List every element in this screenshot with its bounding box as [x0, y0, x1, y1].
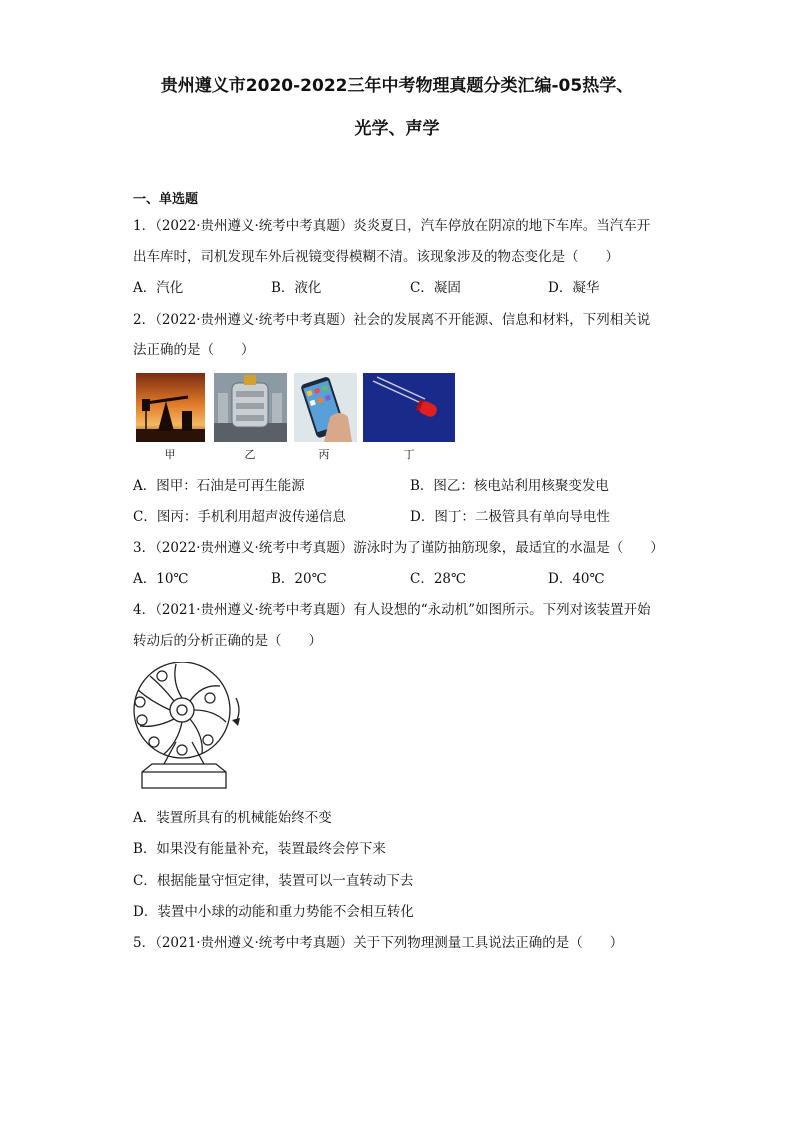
q4-line2: 转动后的分析正确的是（ ） [133, 633, 322, 649]
q1-option-c: C．凝固 [410, 280, 461, 296]
q3-option-d: D．40℃ [548, 571, 605, 587]
q1-line2: 出车库时，司机发现车外后视镜变得模糊不清。该现象涉及的物态变化是（ ） [133, 249, 619, 265]
q2-option-b: B．图乙：核电站利用核聚变发电 [410, 478, 609, 494]
q2-line1: 2．（2022·贵州遵义·统考中考真题）社会的发展离不开能源、信息和材料，下列相关说 [133, 312, 651, 328]
led-diode-image [363, 373, 455, 442]
q3-option-c: C．28℃ [410, 571, 467, 587]
nuclear-reactor-image [214, 373, 287, 442]
q1-option-b: B．液化 [271, 280, 322, 296]
q2-option-c: C．图丙：手机利用超声波传递信息 [133, 509, 346, 525]
caption-ding: 丁 [403, 448, 415, 461]
caption-bing: 丙 [318, 448, 330, 461]
q4-option-d: D．装置中小球的动能和重力势能不会相互转化 [133, 904, 414, 920]
caption-yi: 乙 [244, 448, 256, 461]
section-heading: 一、单选题 [133, 192, 199, 207]
perpetual-motion-diagram [128, 662, 248, 790]
document-title-line2: 光学、声学 [354, 119, 440, 139]
q1-option-a: A．汽化 [133, 280, 184, 296]
q4-line1: 4．（2021·贵州遵义·统考中考真题）有人设想的“永动机”如图所示。下列对该装置开始 [133, 602, 651, 618]
q4-option-a: A．装置所具有的机械能始终不变 [133, 810, 332, 826]
document-title-line1: 贵州遵义市2020-2022三年中考物理真题分类汇编-05热学、 [160, 76, 634, 96]
q3-option-a: A．10℃ [133, 571, 189, 587]
smartphone-image [294, 373, 357, 442]
q5-line1: 5．（2021·贵州遵义·统考中考真题）关于下列物理测量工具说法正确的是（ ） [133, 935, 624, 951]
q3-line1: 3．（2022·贵州遵义·统考中考真题）游泳时为了谨防抽筋现象，最适宜的水温是（ ） [133, 540, 664, 556]
q1-line1: 1．（2022·贵州遵义·统考中考真题）炎炎夏日，汽车停放在阴凉的地下车库。当汽车开 [133, 218, 651, 234]
q2-option-d: D．图丁：二极管具有单向导电性 [410, 509, 610, 525]
caption-jia: 甲 [164, 448, 176, 461]
q2-line2: 法正确的是（ ） [133, 342, 255, 358]
q3-option-b: B．20℃ [271, 571, 327, 587]
q4-option-b: B．如果没有能量补充，装置最终会停下来 [133, 841, 386, 857]
oil-pump-image [136, 373, 205, 442]
q1-option-d: D．凝华 [548, 280, 600, 296]
q2-option-a: A．图甲：石油是可再生能源 [133, 478, 305, 494]
q4-option-c: C．根据能量守恒定律，装置可以一直转动下去 [133, 873, 414, 889]
